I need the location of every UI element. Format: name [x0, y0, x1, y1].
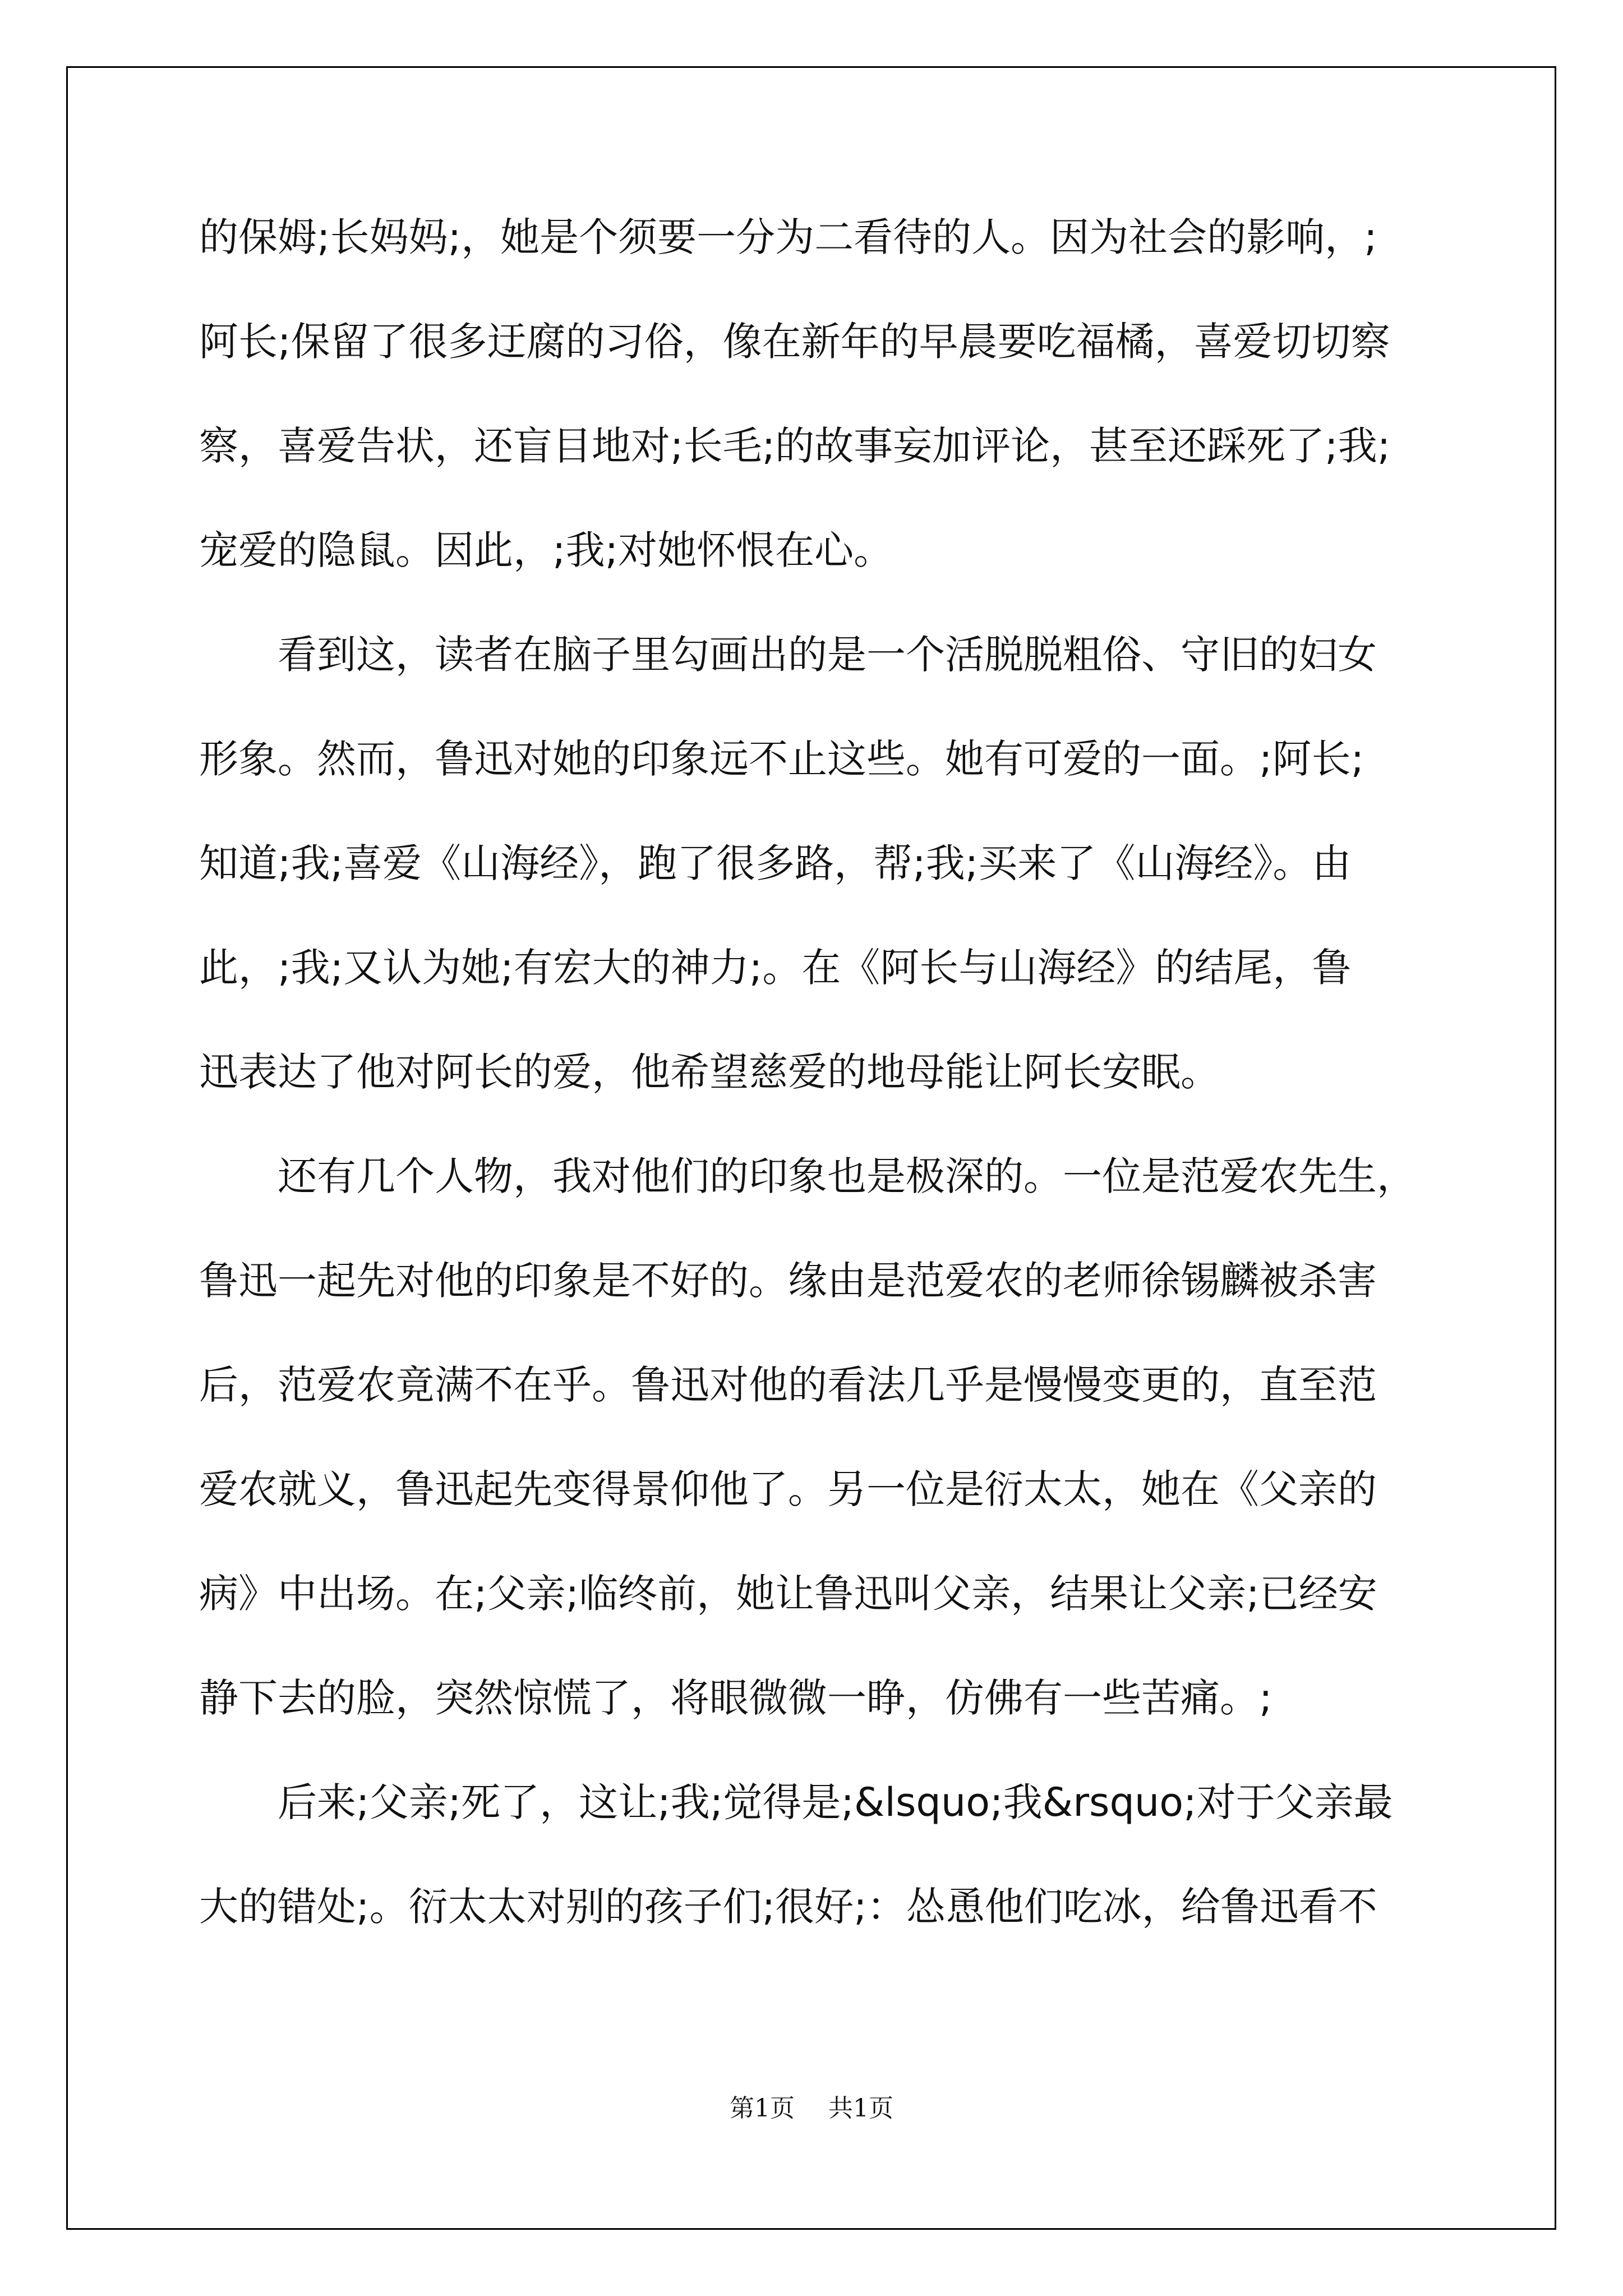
document-body	[199, 185, 1489, 1959]
page-number: 第1页	[730, 2094, 795, 2123]
paragraph-first-line: 后来;父亲;死了，这让;我;觉得是;&lsquo;我&rsquo;对于父亲最	[278, 1779, 1393, 1825]
text-line: 爱农就义，鲁迅起先变得景仰他了。另一位是衍太太，她在《父亲的	[199, 1466, 1377, 1512]
paragraph-first-line: 还有几个人物，我对他们的印象也是极深的。一位是范爱农先生，	[278, 1153, 1416, 1199]
text-line: 阿长;保留了很多迂腐的习俗，像在新年的早晨要吃福橘，喜爱切切察	[199, 319, 1390, 365]
page-footer	[0, 2088, 1623, 2124]
text-line: 鲁迅一起先对他的印象是不好的。缘由是范爱农的老师徐锡麟被杀害	[199, 1258, 1377, 1304]
text-line: 察，喜爱告状，还盲目地对;长毛;的故事妄加评论，甚至还踩死了;我;	[199, 423, 1391, 469]
total-pages: 共1页	[828, 2094, 893, 2123]
text-line: 的保姆;长妈妈;，她是个须要一分为二看待的人。因为社会的影响，;	[199, 214, 1377, 260]
text-line: 迅表达了他对阿长的爱，他希望慈爱的地母能让阿长安眠。	[199, 1049, 1220, 1095]
text-line: 静下去的脸，突然惊慌了，将眼微微一睁，仿佛有一些苦痛。;	[199, 1675, 1272, 1721]
text-line: 宠爱的隐鼠。因此，;我;对她怀恨在心。	[199, 527, 893, 573]
text-line: 大的错处;。衍太太对别的孩子们;很好;：怂恿他们吃冰，给鲁迅看不	[199, 1884, 1377, 1930]
paragraph-first-line: 看到这，读者在脑子里勾画出的是一个活脱脱粗俗、守旧的妇女	[278, 632, 1377, 678]
text-line: 后，范爱农竟满不在乎。鲁迅对他的看法几乎是慢慢变更的，直至范	[199, 1362, 1377, 1408]
text-line: 此，;我;又认为她;有宏大的神力;。在《阿长与山海经》的结尾，鲁	[199, 945, 1352, 991]
text-line: 病》中出场。在;父亲;临终前，她让鲁迅叫父亲，结果让父亲;已经安	[199, 1571, 1377, 1617]
text-line: 形象。然而，鲁迅对她的印象远不止这些。她有可爱的一面。;阿长;	[199, 736, 1364, 782]
text-line: 知道;我;喜爱《山海经》，跑了很多路，帮;我;买来了《山海经》。由	[199, 840, 1352, 886]
